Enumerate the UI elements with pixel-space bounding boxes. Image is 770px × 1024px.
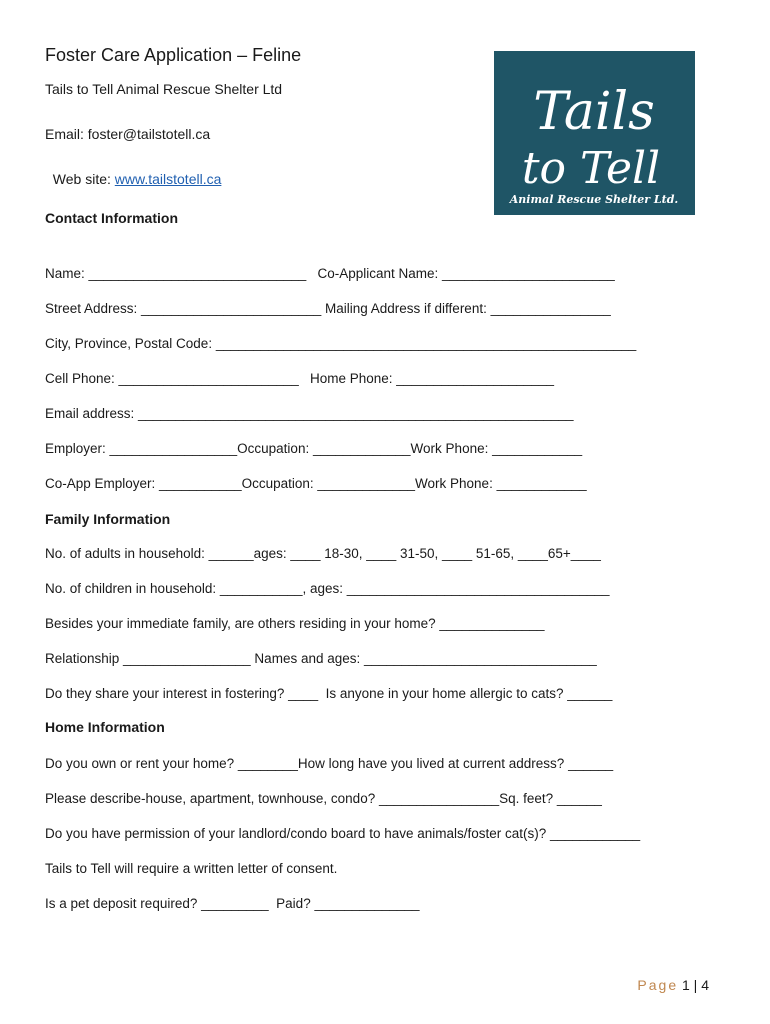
field-street-line[interactable]: Street Address: ________________________ Mailing Address if different: ________________ [45, 301, 611, 316]
org-name: Tails to Tell Animal Rescue Shelter Ltd [45, 81, 283, 97]
website-line [45, 155, 221, 187]
field-own-rent-line[interactable]: Do you own or rent your home? ________How long have you lived at current address? ______ [45, 756, 614, 771]
website-link[interactable]: www.tailstotell.ca [114, 171, 222, 187]
logo-line1: Tails [533, 82, 655, 142]
field-email-line[interactable]: Email address: __________________________________________________________ [45, 406, 574, 421]
logo [494, 51, 695, 215]
website-label: Web site: [52, 171, 115, 187]
field-phone-line[interactable]: Cell Phone: ________________________ Home Phone: _____________________ [45, 371, 554, 386]
section-home: Home Information [45, 719, 165, 735]
field-children-line[interactable]: No. of children in household: ___________, ages: ___________________________________ [45, 581, 610, 596]
field-name-line[interactable]: Name: _____________________________ Co-Applicant Name: _______________________ [45, 266, 615, 281]
section-family: Family Information [45, 511, 171, 527]
logo-mark [494, 51, 695, 215]
field-house-type-line[interactable]: Please describe-house, apartment, townhouse, condo? ________________Sq. feet? ______ [45, 791, 602, 806]
field-city-line[interactable]: City, Province, Postal Code: ________________________________________________________ [45, 336, 637, 351]
field-deposit-line[interactable]: Is a pet deposit required? _________ Paid? ______________ [45, 896, 420, 911]
field-others-line[interactable]: Besides your immediate family, are others residing in your home? ______________ [45, 616, 545, 631]
logo-line2: to Tell [521, 143, 661, 194]
field-fostering-allergy-line[interactable]: Do they share your interest in fostering? ____ Is anyone in your home allergic to cats? ______ [45, 686, 613, 701]
field-employer-line[interactable]: Employer: _________________Occupation: _____________Work Phone: ____________ [45, 441, 583, 456]
consent-note: Tails to Tell will require a written letter of consent. [45, 861, 338, 876]
field-relationship-line[interactable]: Relationship _________________ Names and ages: _______________________________ [45, 651, 597, 666]
page-title: Foster Care Application – Feline [45, 45, 302, 65]
section-contact: Contact Information [45, 210, 178, 226]
logo-subtitle: Animal Rescue Shelter Ltd. [509, 193, 679, 206]
page-word: Page [637, 977, 679, 993]
page-number: 1 | 4 [678, 977, 709, 993]
field-adults-line[interactable]: No. of adults in household: ______ages: ____ 18-30, ____ 31-50, ____ 51-65, ____65+____ [45, 546, 601, 561]
field-permission-line[interactable]: Do you have permission of your landlord/condo board to have animals/foster cat(s)? ____________ [45, 826, 641, 841]
page-footer [637, 977, 709, 993]
email-line: Email: foster@tailstotell.ca [45, 126, 211, 142]
field-coapp-employer-line[interactable]: Co-App Employer: ___________Occupation: _____________Work Phone: ____________ [45, 476, 587, 491]
